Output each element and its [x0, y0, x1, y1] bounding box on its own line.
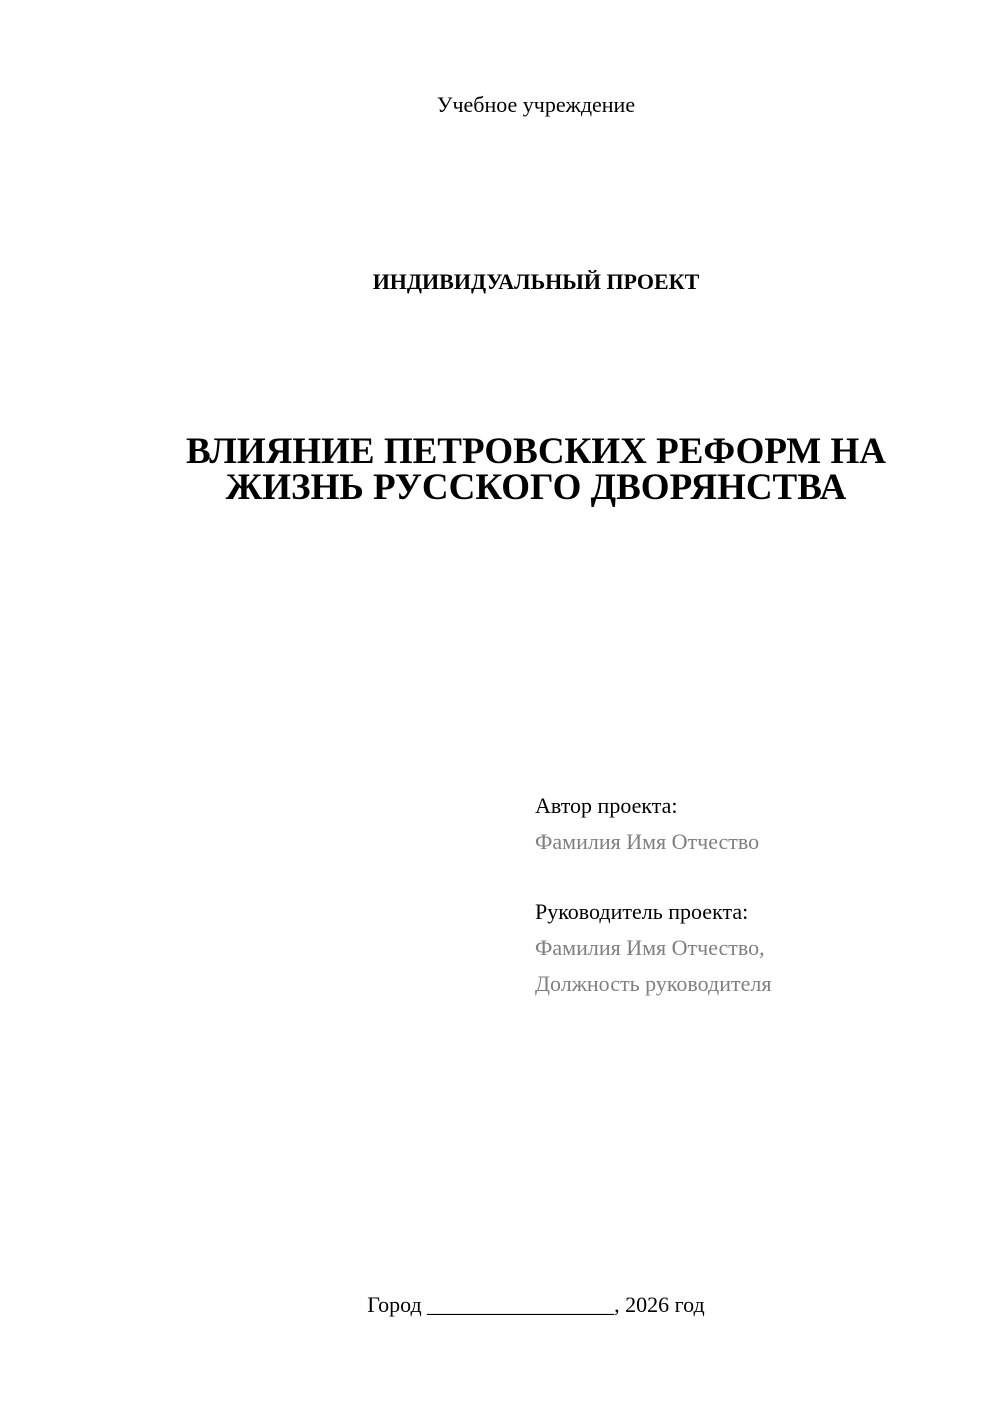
institution-name: Учебное учреждение — [436, 92, 636, 117]
supervisor-position: Должность руководителя — [535, 971, 772, 996]
project-title-line-2: ЖИЗНЬ РУССКОГО ДВОРЯНСТВА — [225, 467, 847, 508]
project-title-line-1: ВЛИЯНИЕ ПЕТРОВСКИХ РЕФОРМ НА — [186, 431, 886, 472]
author-name: Фамилия Имя Отчество — [535, 829, 760, 854]
document-type-heading: ИНДИВИДУАЛЬНЫЙ ПРОЕКТ — [372, 269, 700, 294]
supervisor-label: Руководитель проекта: — [535, 899, 749, 924]
spacer — [535, 860, 975, 894]
supervisor-name: Фамилия Имя Отчество, — [535, 935, 765, 960]
city-year-line: Город _________________, 2026 год — [367, 1292, 705, 1317]
project-title — [140, 431, 932, 508]
author-label: Автор проекта: — [535, 793, 678, 818]
project-info-block — [535, 788, 975, 1002]
